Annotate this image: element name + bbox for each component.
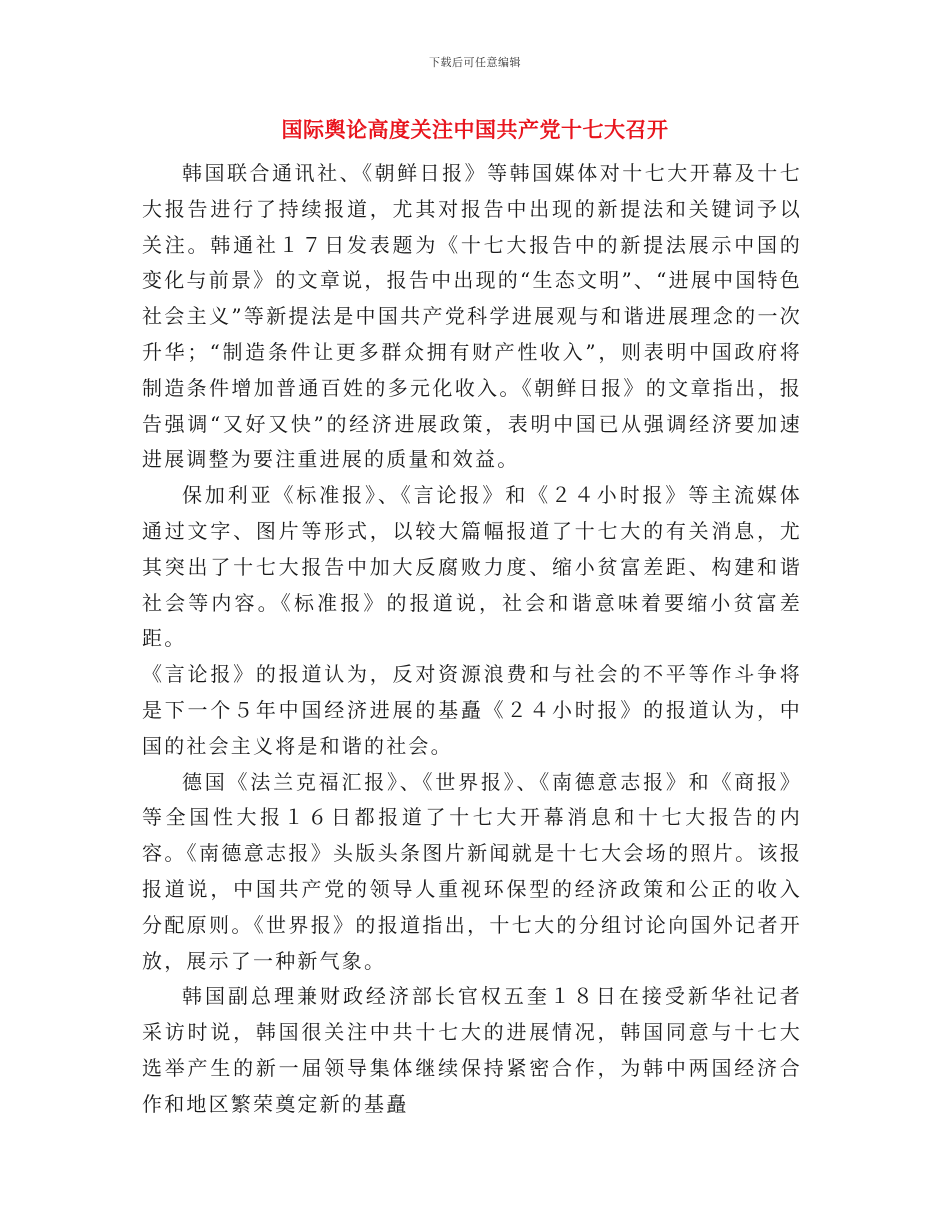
- paragraph-korea-minister: 韩国副总理兼财政经济部长官权五奎１８日在接受新华社记者采访时说，韩国很关注中共十七大的进展情况，韩国同意与十七大选举产生的新一届领导集体继续保持紧密合作，为韩中两国经济合作和地区繁荣奠定新的基矗: [142, 984, 802, 1116]
- document-title: 国际舆论高度关注中国共产党十七大召开: [281, 118, 669, 142]
- paragraph-germany-media: 德国《法兰克福汇报》、《世界报》、《南德意志报》和《商报》等全国性大报１６日都报道了十七大开幕消息和十七大报告的内容。《南德意志报》头版头条图片新闻就是十七大会场的照片。该报报道说，中国共产党的领导人重视环保型的经济政策和公正的收入分配原则。《世界报》的报道指出，十七大的分组讨论向国外记者开放，展示了一种新气象。: [142, 769, 802, 973]
- paragraph-bulgaria-continued: 《言论报》的报道认为，反对资源浪费和与社会的不平等作斗争将是下一个５年中国经济进展的基矗《２４小时报》的报道认为，中国的社会主义将是和谐的社会。: [142, 662, 802, 758]
- header-note: 下载后可任意编辑: [429, 56, 521, 69]
- paragraph-bulgaria-media: 保加利亚《标准报》、《言论报》和《２４小时报》等主流媒体通过文字、图片等形式，以较大篇幅报道了十七大的有关消息，尤其突出了十七大报告中加大反腐败力度、缩小贫富差距、构建和谐社会等内容。《标准报》的报道说，社会和谐意味着要缩小贫富差距。: [142, 483, 802, 651]
- document-body: [142, 156, 802, 1123]
- paragraph-korea-media: 韩国联合通讯社、《朝鲜日报》等韩国媒体对十七大开幕及十七大报告进行了持续报道，尤其对报告中出现的新提法和关键词予以关注。韩通社１７日发表题为《十七大报告中的新提法展示中国的变化与前景》的文章说，报告中出现的“生态文明”、“进展中国特色社会主义”等新提法是中国共产党科学进展观与和谐进展理念的一次升华；“制造条件让更多群众拥有财产性收入”，则表明中国政府将制造条件增加普通百姓的多元化收入。《朝鲜日报》的文章指出，报告强调“又好又快”的经济进展政策，表明中国已从强调经济要加速进展调整为要注重进展的质量和效益。: [142, 161, 802, 472]
